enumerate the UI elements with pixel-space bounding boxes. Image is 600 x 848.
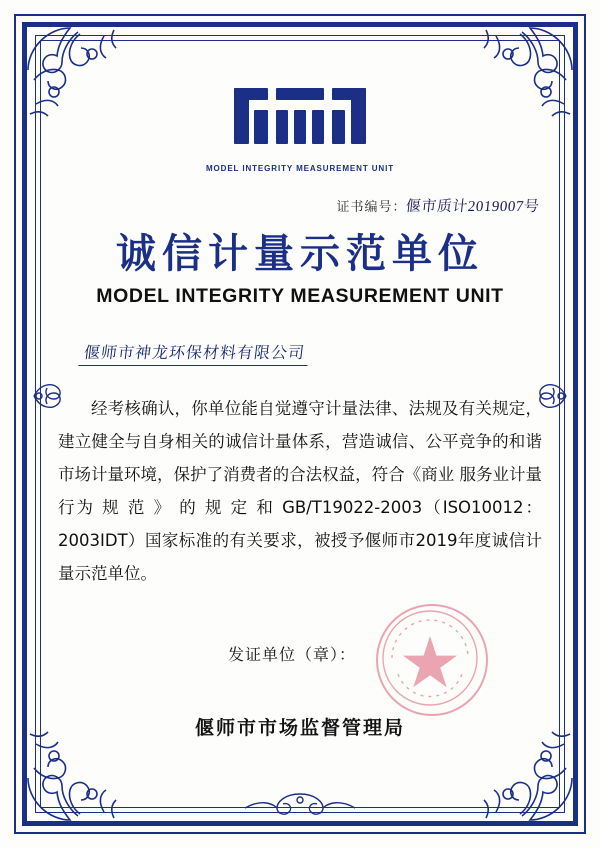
certificate-title-en: MODEL INTEGRITY MEASUREMENT UNIT — [96, 285, 504, 307]
recipient-name: 偃师市神龙环保材料有限公司 — [78, 340, 310, 366]
certificate-body — [52, 392, 548, 590]
serial-number-row — [52, 195, 548, 216]
logo-subtitle: MODEL INTEGRITY MEASUREMENT UNIT — [205, 164, 395, 173]
certificate-title-cn: 诚信计量示范单位 — [116, 231, 484, 277]
certificate-content — [52, 52, 548, 796]
serial-label: 证书编号： — [336, 199, 407, 214]
official-red-seal-icon — [376, 604, 488, 716]
issuing-organization: 偃师市市场监督管理局 — [194, 717, 405, 739]
issuer-label: 发证单位（章）： — [227, 647, 356, 664]
model-integrity-logo-icon — [52, 80, 548, 157]
body-paragraph: 经考核确认，你单位能自觉遵守计量法律、法规及有关规定，建立健全与自身相关的诚信计量体系，营造诚信、公平竞争的和谐市场计量环境，保护了消费者的合法权益，符合《商业 服务业计量行为 规 范 》 的 规 定 和 GB/T19022-2003（ISO10012：2003IDT）国家标准的有关要求，被授予偃师市2019年度诚信计量示范单位。 — [58, 399, 542, 583]
serial-value: 偃市质计2019007号 — [405, 199, 541, 215]
issuer-row — [52, 642, 548, 665]
logo-block — [52, 52, 548, 173]
